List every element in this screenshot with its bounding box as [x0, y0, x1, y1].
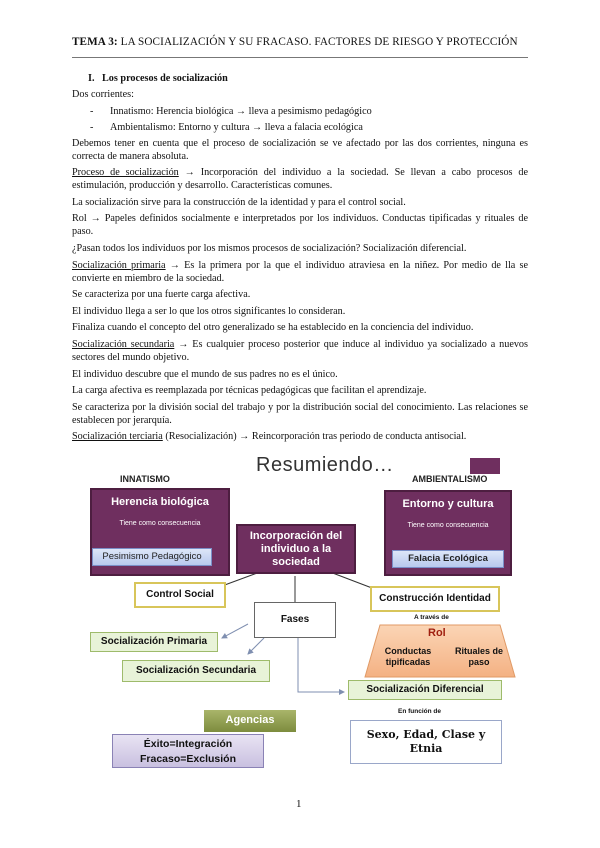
paragraph: Se caracteriza por una fuerte carga afectiva.	[72, 289, 251, 301]
paragraph: El individuo llega a ser lo que los otros significantes lo consideran.	[72, 305, 346, 317]
rol-rituales: Rituales de paso	[454, 646, 503, 667]
fracaso-text: Fracaso=Exclusión	[139, 753, 236, 765]
exito-fracaso-box	[112, 734, 264, 768]
paragraph: Socialización primaria → Es la primera por la que el individuo atraviesa en la niñez. Por medio de lla se convierte en miembro de la sociedad.	[72, 259, 528, 284]
header-tema-bold: TEMA 3:	[72, 36, 118, 48]
list-item: - Ambientalismo: Entorno y cultura → lleva a falacia ecológica	[90, 121, 363, 133]
entorno-title: Entorno y cultura	[402, 498, 494, 510]
center-text: Incorporación del individuo a la sociedad	[249, 529, 343, 568]
connector-center-construccion	[330, 572, 372, 588]
fases-box: Fases	[254, 602, 336, 638]
term-primaria: Socialización primaria	[72, 259, 166, 271]
ambientalismo-label: AMBIENTALISMO	[412, 474, 488, 484]
paragraph: Proceso de socialización → Incorporación del individuo a la sociedad. Se llevan a cabo procesos de estimulación, producción y desarrollo. Características comunes.	[72, 167, 528, 192]
control-social-box: Control Social	[134, 582, 226, 608]
section-number: I.	[88, 73, 95, 84]
sexo-edad-box	[350, 720, 502, 764]
paragraph: Socialización secundaria → Es cualquier proceso posterior que induce al individuo ya socializado a nuevos sectores del mundo objetivo.	[72, 338, 528, 363]
arrow-fases-secundaria	[248, 638, 264, 654]
rol-title: Rol	[428, 627, 446, 639]
primaria-box: Socialización Primaria	[90, 632, 218, 652]
paragraph: Socialización terciaria (Resocialización) → Reincorporación tras periodo de conducta antisocial.	[72, 431, 467, 443]
agencias-box: Agencias	[204, 710, 296, 732]
paragraph: ¿Pasan todos los individuos por los mismos procesos de socialización? Socialización diferencial.	[72, 242, 467, 254]
paragraph: El individuo descubre que el mundo de sus padres no es el único.	[72, 368, 338, 380]
paragraph: Finaliza cuando el concepto del otro generalizado se ha establecido en la conciencia del individuo.	[72, 322, 474, 334]
term-secundaria: Socialización secundaria	[72, 338, 175, 350]
header-tema-title: LA SOCIALIZACIÓN Y SU FRACASO. FACTORES DE RIESGO Y PROTECCIÓN	[117, 36, 518, 48]
paragraph: Se caracteriza por la división social del trabajo y por la distribución social del conocimiento. Las relaciones se establecen por jerarquía.	[72, 401, 528, 426]
page-number: 1	[296, 798, 302, 810]
construccion-identidad-box: Construcción Identidad	[370, 586, 500, 612]
paragraph: La carga afectiva es reemplazada por técnicas pedagógicas que facilitan el aprendizaje.	[72, 385, 427, 397]
term-proceso: Proceso de socialización	[72, 167, 179, 179]
title-accent-block	[470, 458, 500, 474]
term-terciaria: Socialización terciaria	[72, 431, 163, 443]
herencia-title: Herencia biológica	[111, 496, 209, 508]
rol-conductas: Conductas tipificadas	[384, 646, 432, 667]
intro-line: Dos corrientes:	[72, 89, 134, 100]
paragraph: La socialización sirve para la construcción de la identidad y para el control social.	[72, 196, 406, 208]
innatismo-label: INNATISMO	[120, 474, 170, 484]
list-item: - Innatismo: Herencia biológica → lleva a pesimismo pedagógico	[90, 105, 372, 117]
arrow-fases-diferencial	[298, 638, 344, 692]
diferencial-box: Socialización Diferencial	[348, 680, 502, 700]
falacia-bar: Falacia Ecológica	[392, 550, 504, 568]
a-traves-label: A través de	[414, 614, 449, 621]
center-box	[236, 524, 356, 574]
arrow-fases-primaria	[222, 624, 248, 638]
secundaria-box: Socialización Secundaria	[122, 660, 270, 682]
diagram-title: Resumiendo…	[256, 454, 394, 476]
en-funcion-label: En función de	[398, 708, 441, 715]
pesimismo-bar: Pesimismo Pedagógico	[92, 548, 212, 566]
exito-text: Éxito=Integración	[143, 738, 233, 750]
paragraph: Rol → Papeles definidos socialmente e interpretados por los individuos. Conductas tipificadas y rituales de paso.	[72, 213, 528, 238]
section-title: Los procesos de socialización	[102, 73, 228, 84]
herencia-consecuencia: Tiene como consecuencia	[119, 520, 201, 527]
paragraph: Debemos tener en cuenta que el proceso de socialización se ve afectado por las dos corrientes, ninguna es correcta de manera absoluta.	[72, 137, 528, 162]
sexo-edad-text: Sexo, Edad, Clase y Etnia	[366, 728, 486, 755]
entorno-consecuencia: Tiene como consecuencia	[407, 522, 489, 529]
